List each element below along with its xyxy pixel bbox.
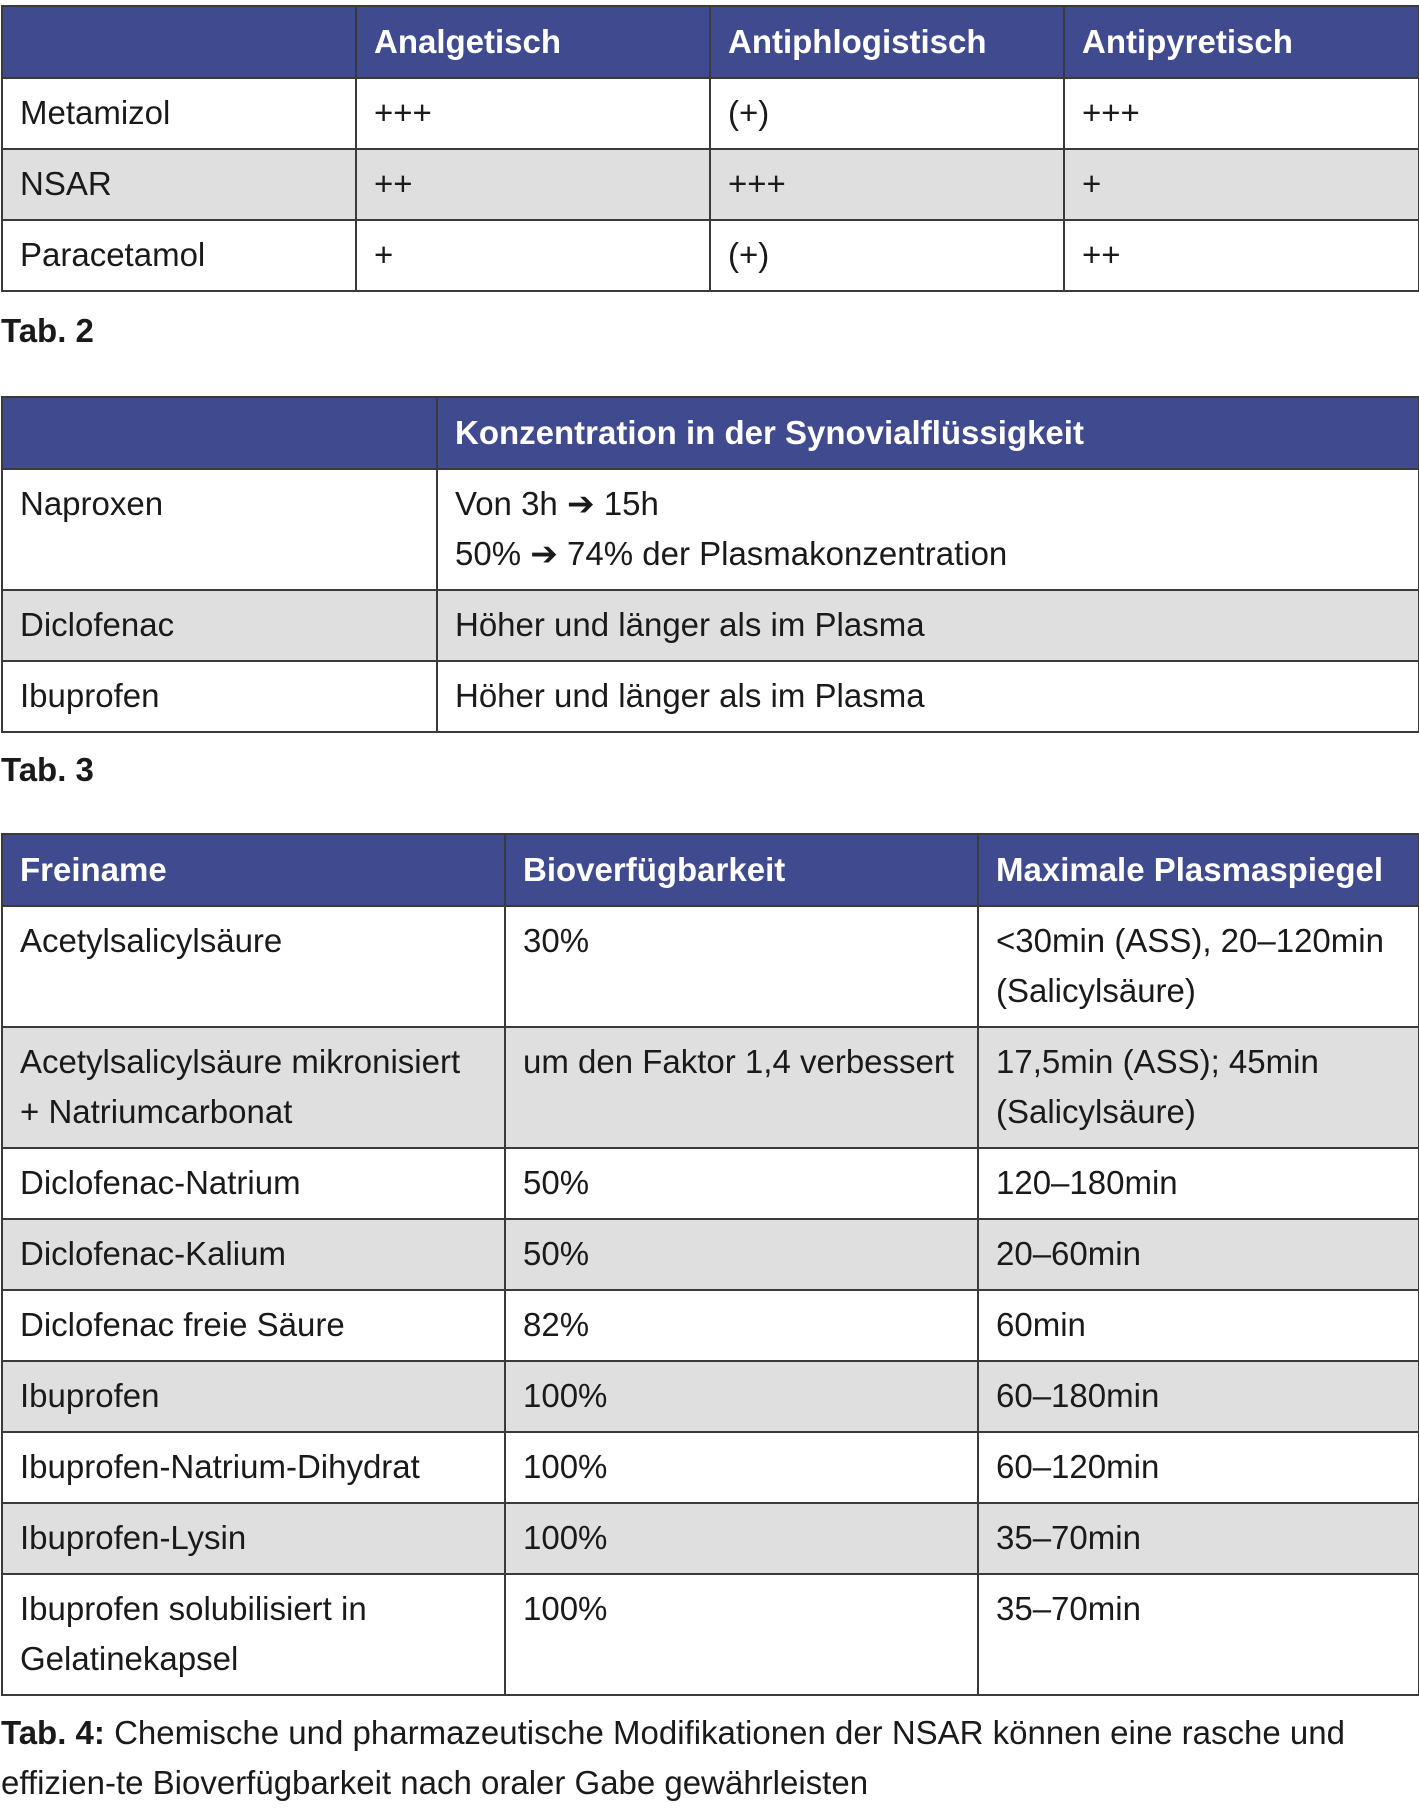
table-row — [2, 78, 1419, 149]
table-row — [2, 1361, 1419, 1432]
table-row — [2, 1148, 1419, 1219]
table-bioavailability — [1, 833, 1419, 1696]
plasma-level-cell: 60–180min — [978, 1361, 1419, 1432]
concentration-line: 50% ➔ 74% der Plasmakonzentration — [455, 535, 1008, 572]
rating-cell: +++ — [356, 78, 710, 149]
header-cell-antiphlogistisch: Antiphlogistisch — [710, 6, 1064, 78]
table-caption — [0, 745, 94, 795]
table-row — [2, 1290, 1419, 1361]
header-cell-empty — [2, 397, 437, 469]
drug-name-cell: Diclofenac freie Säure — [2, 1290, 505, 1361]
caption-label: Tab. 4: — [1, 1714, 105, 1751]
table-caption — [0, 1708, 1416, 1808]
table-header-row — [2, 6, 1419, 78]
table-row — [2, 469, 1419, 590]
table-header-row — [2, 397, 1419, 469]
drug-name-cell: Ibuprofen-Lysin — [2, 1503, 505, 1574]
drug-name-cell: Ibuprofen — [2, 1361, 505, 1432]
table-analgesic-properties — [1, 5, 1419, 292]
table-row — [2, 1574, 1419, 1695]
plasma-level-cell: 35–70min — [978, 1503, 1419, 1574]
caption-label: Tab. 2 — [1, 312, 94, 349]
bioavailability-cell: 100% — [505, 1361, 978, 1432]
drug-name-cell: Paracetamol — [2, 220, 356, 291]
concentration-cell: Höher und länger als im Plasma — [437, 661, 1419, 732]
bioavailability-cell: 50% — [505, 1219, 978, 1290]
bioavailability-cell: um den Faktor 1,4 verbessert — [505, 1027, 978, 1148]
plasma-level-cell: 20–60min — [978, 1219, 1419, 1290]
header-cell-analgetisch: Analgetisch — [356, 6, 710, 78]
table-row — [2, 1432, 1419, 1503]
header-cell-bioverfuegbarkeit: Bioverfügbarkeit — [505, 834, 978, 906]
table-row — [2, 1027, 1419, 1148]
caption-label: Tab. 3 — [1, 751, 94, 788]
table-caption — [0, 306, 94, 356]
drug-name-cell: Acetylsalicylsäure — [2, 906, 505, 1027]
rating-cell: ++ — [356, 149, 710, 220]
plasma-level-cell: 60min — [978, 1290, 1419, 1361]
drug-name-cell: Ibuprofen-Natrium-Dihydrat — [2, 1432, 505, 1503]
rating-cell: +++ — [710, 149, 1064, 220]
rating-cell: ++ — [1064, 220, 1419, 291]
drug-name-cell: Ibuprofen — [2, 661, 437, 732]
table-header-row — [2, 834, 1419, 906]
table-row — [2, 149, 1419, 220]
rating-cell: (+) — [710, 220, 1064, 291]
plasma-level-cell: 120–180min — [978, 1148, 1419, 1219]
header-cell-empty — [2, 6, 356, 78]
header-cell-konzentration: Konzentration in der Synovialflüssigkeit — [437, 397, 1419, 469]
drug-name-cell: Acetylsalicylsäure mikronisiert + Natriumcarbonat — [2, 1027, 505, 1148]
caption-text: Chemische und pharmazeutische Modifikationen der NSAR können eine rasche und effizien-te Bioverfügbarkeit nach oraler Gabe gewährleisten — [1, 1714, 1345, 1801]
bioavailability-cell: 100% — [505, 1574, 978, 1695]
rating-cell: +++ — [1064, 78, 1419, 149]
header-cell-plasmaspiegel: Maximale Plasmaspiegel — [978, 834, 1419, 906]
drug-name-cell: NSAR — [2, 149, 356, 220]
rating-cell: (+) — [710, 78, 1064, 149]
table-row — [2, 220, 1419, 291]
drug-name-cell: Diclofenac-Natrium — [2, 1148, 505, 1219]
concentration-cell — [437, 469, 1419, 590]
table-row — [2, 661, 1419, 732]
plasma-level-cell: <30min (ASS), 20–120min (Salicylsäure) — [978, 906, 1419, 1027]
plasma-level-cell: 60–120min — [978, 1432, 1419, 1503]
table-row — [2, 590, 1419, 661]
bioavailability-cell: 50% — [505, 1148, 978, 1219]
drug-name-cell: Naproxen — [2, 469, 437, 590]
bioavailability-cell: 100% — [505, 1503, 978, 1574]
bioavailability-cell: 82% — [505, 1290, 978, 1361]
table-row — [2, 906, 1419, 1027]
drug-name-cell: Metamizol — [2, 78, 356, 149]
bioavailability-cell: 30% — [505, 906, 978, 1027]
plasma-level-cell: 35–70min — [978, 1574, 1419, 1695]
table-row — [2, 1219, 1419, 1290]
header-cell-freiname: Freiname — [2, 834, 505, 906]
table-synovial-concentration — [1, 396, 1419, 733]
table-row — [2, 1503, 1419, 1574]
bioavailability-cell: 100% — [505, 1432, 978, 1503]
header-cell-antipyretisch: Antipyretisch — [1064, 6, 1419, 78]
concentration-cell: Höher und länger als im Plasma — [437, 590, 1419, 661]
rating-cell: + — [356, 220, 710, 291]
drug-name-cell: Diclofenac — [2, 590, 437, 661]
plasma-level-cell: 17,5min (ASS); 45min (Salicylsäure) — [978, 1027, 1419, 1148]
rating-cell: + — [1064, 149, 1419, 220]
concentration-line: Von 3h ➔ 15h — [455, 485, 659, 522]
drug-name-cell: Diclofenac-Kalium — [2, 1219, 505, 1290]
drug-name-cell: Ibuprofen solubilisiert in Gelatinekapsel — [2, 1574, 505, 1695]
